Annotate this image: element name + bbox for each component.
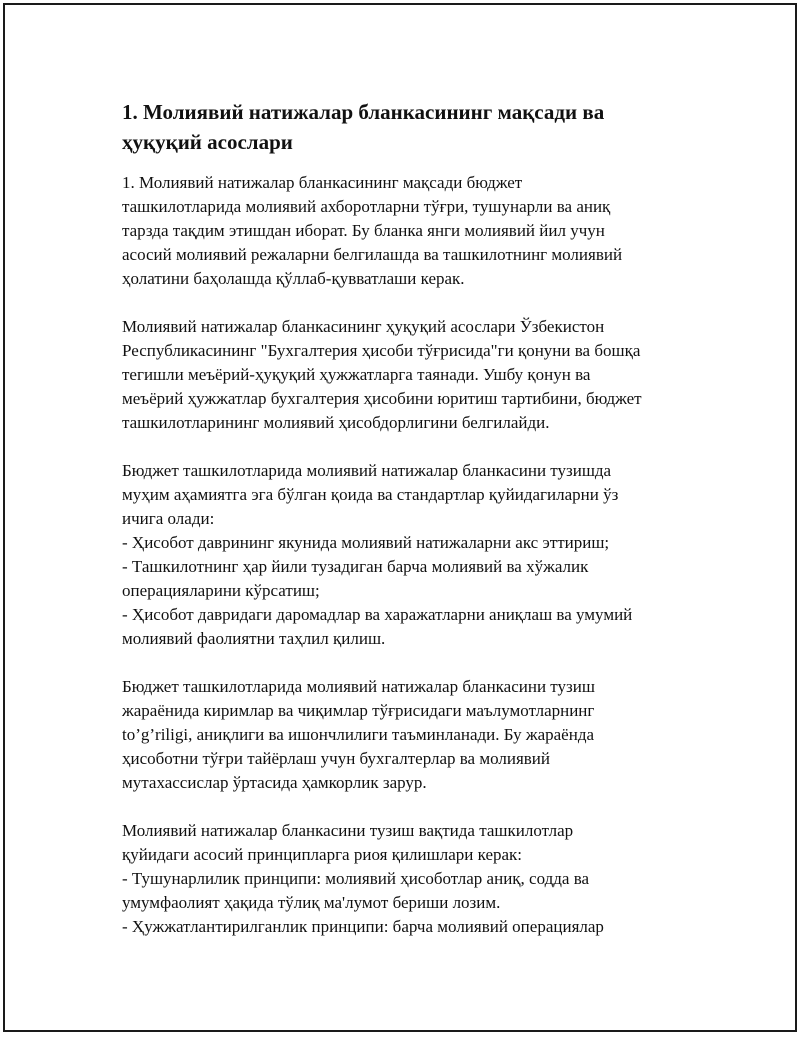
list-item-line: - Тушунарлилик принципи: молиявий ҳисоботлар аниқ, содда ва: [122, 869, 590, 888]
text-line: жараёнида киримлар ва чиқимлар тўғрисидаги маълумотларнинг: [122, 701, 595, 720]
paragraph-principles: [122, 819, 702, 939]
heading-line: ҳуқуқий асослари: [122, 130, 293, 154]
text-line: муҳим аҳамиятга эга бўлган қоида ва стандартлар қуйидагиларни ўз: [122, 485, 619, 504]
text-line: тегишли меъёрий-ҳуқуқий ҳужжатларга таянади. Ушбу қонун ва: [122, 365, 591, 384]
text-line: Молиявий натижалар бланкасини тузиш вақтида ташкилотлар: [122, 821, 574, 840]
text-line: ичига олади:: [122, 509, 215, 528]
list-item-line: операцияларини кўрсатиш;: [122, 581, 320, 600]
paragraph-process: [122, 675, 702, 795]
text-line: тарзда тақдим этишдан иборат. Бу бланка янги молиявий йил учун: [122, 221, 605, 240]
list-item-line: - Ҳужжатлантирилганлик принципи: барча молиявий операциялар: [122, 917, 604, 936]
list-item-line: - Ҳисобот даврининг якунида молиявий натижаларни акс эттириш;: [122, 533, 610, 552]
text-line: ҳолатини баҳолашда қўллаб-қувватлаши керак.: [122, 269, 465, 288]
text-line: Республикасининг "Бухгалтерия ҳисоби тўғрисида"ги қонуни ва бошқа: [122, 341, 641, 360]
text-line: Бюджет ташкилотларида молиявий натижалар бланкасини тузишда: [122, 461, 612, 480]
paragraph-rules-list: [122, 459, 702, 651]
section-heading: [122, 97, 702, 157]
text-line: ҳисоботни тўғри тайёрлаш учун бухгалтерлар ва молиявий: [122, 749, 550, 768]
document-page: [3, 3, 797, 1032]
text-line: қуйидаги асосий принципларга риоя қилишлари керак:: [122, 845, 523, 864]
text-line: мутахассислар ўртасида ҳамкорлик зарур.: [122, 773, 427, 792]
paragraph-legal-basis: [122, 315, 702, 435]
text-line: меъёрий ҳужжатлар бухгалтерия ҳисобини юритиш тартибини, бюджет: [122, 389, 642, 408]
text-line: to’g’riligi, аниқлиги ва ишончлилиги таъминланади. Бу жараёнда: [122, 725, 595, 744]
list-item-line: молиявий фаолиятни таҳлил қилиш.: [122, 629, 386, 648]
paragraph-purpose: [122, 171, 702, 291]
heading-line: 1. Молиявий натижалар бланкасининг мақсади ва: [122, 100, 605, 124]
document-body: [122, 97, 702, 963]
text-line: 1. Молиявий натижалар бланкасининг мақсади бюджет: [122, 173, 523, 192]
text-line: ташкилотларининг молиявий ҳисобдорлигини белгилайди.: [122, 413, 550, 432]
text-line: Молиявий натижалар бланкасининг ҳуқуқий асослари Ўзбекистон: [122, 317, 605, 336]
text-line: ташкилотларида молиявий ахборотларни тўғри, тушунарли ва аниқ: [122, 197, 611, 216]
text-line: Бюджет ташкилотларида молиявий натижалар бланкасини тузиш: [122, 677, 595, 696]
list-item-line: умумфаолият ҳақида тўлиқ ма'лумот бериши лозим.: [122, 893, 501, 912]
list-item-line: - Ташкилотнинг ҳар йили тузадиган барча молиявий ва хўжалик: [122, 557, 589, 576]
list-item-line: - Ҳисобот давридаги даромадлар ва харажатларни аниқлаш ва умумий: [122, 605, 633, 624]
text-line: асосий молиявий режаларни белгилашда ва ташкилотнинг молиявий: [122, 245, 623, 264]
